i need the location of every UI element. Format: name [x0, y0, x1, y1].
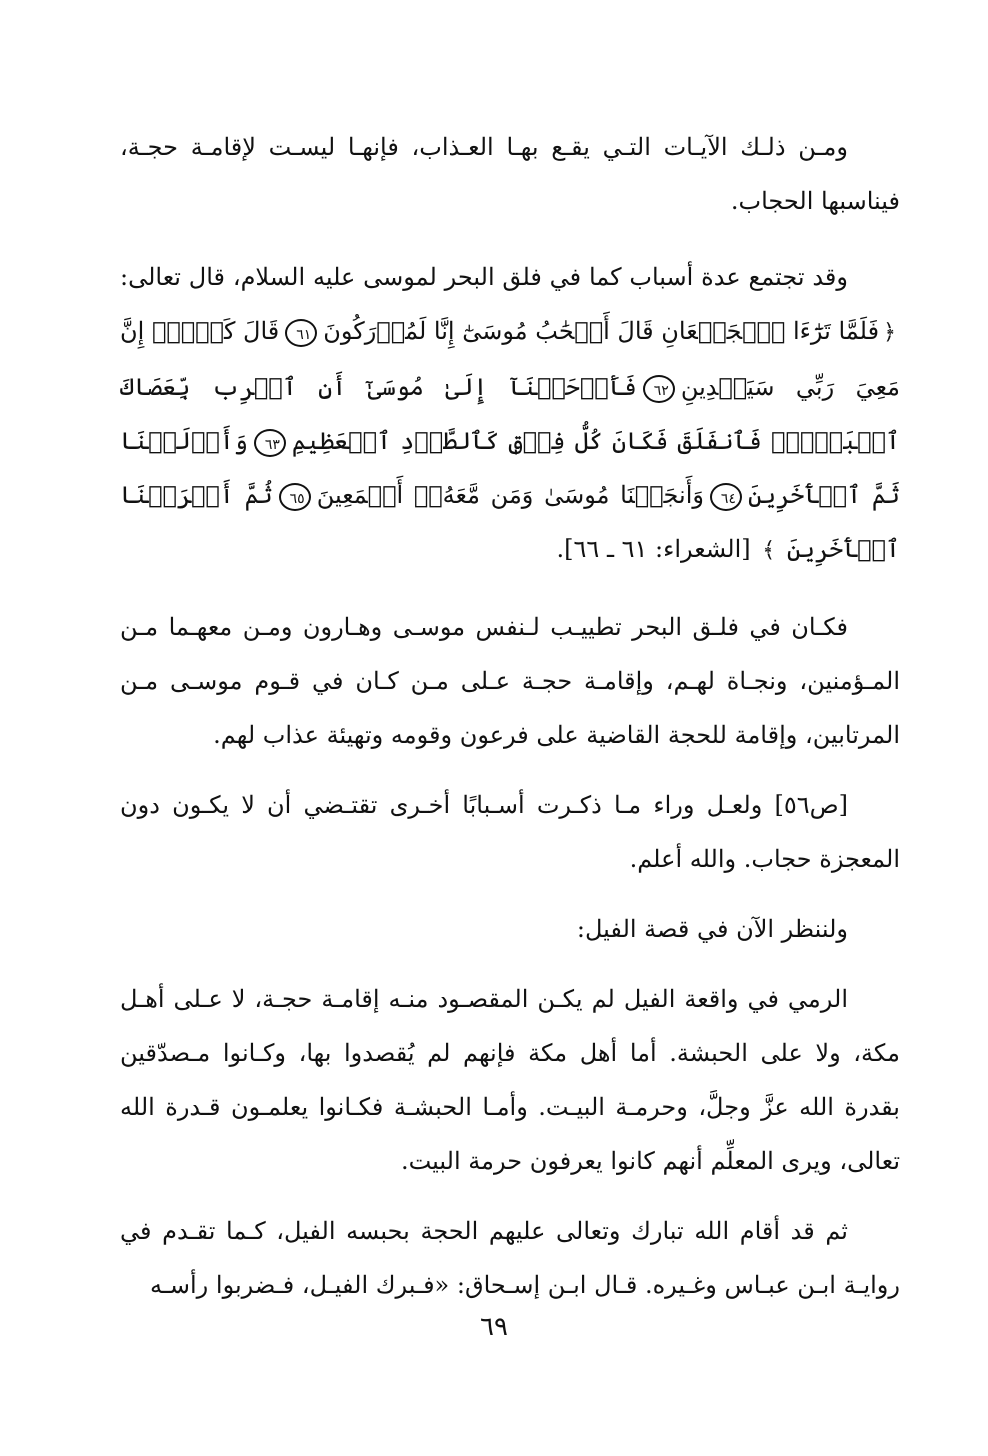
- paragraph-6: الرمي في واقعة الفيل لم يكـن المقصـود منـه إقامـة حجـة، لا عـلى أهـل مكة، ولا على الحبشة. أما أهل مكة فإنهم لم يُقصدوا بها، وكـانوا مـصدّقين بقدرة الله عزَّ وجلَّ، وحرمـة البيـت. وأمـا الحبشـة فكـانوا يعلمـون قـدرة الله تعالى، ويرى المعلِّم أنهم كانوا يعرفون حرمة البيت.: [120, 985, 900, 1175]
- page-body: [120, 120, 900, 1312]
- ayah-number-63: ٦٣: [254, 429, 286, 457]
- verse-63: فَأَوۡحَيۡنَآ إِلَىٰ مُوسَىٰٓ أَنِ ٱضۡرِب بِّعَصَاكَ ٱلۡبَحۡرَۖ فَٱنفَلَقَ فَكَانَ كُلُّ فِرۡقٖ كَٱلطَّوۡدِ ٱلۡعَظِيمِ: [120, 373, 900, 455]
- verse-64: وَأَزۡلَفۡنَا ثَمَّ ٱلۡأٓخَرِينَ: [120, 427, 900, 509]
- paragraph-5: ولننظر الآن في قصة الفيل:: [576, 915, 848, 943]
- paragraph-4: [ص٥٦] ولعـل وراء مـا ذكـرت أسـبابًا أخـرى تقتـضي أن لا يكـون دون المعجزة حجاب. والله أعلم.: [120, 791, 900, 873]
- verse-62: قَالَ كَلَّآۖ إِنَّ مَعِيَ رَبِّي سَيَهۡدِينِ: [120, 317, 901, 401]
- paragraph-3: فكـان في فلـق البحر تطييـب لـنفس موسـى وهـارون ومـن معهـما مـن المـؤمنين، ونجـاة لهـم، وإقامـة حجـة عـلى مـن كـان في قـوم موسـى مـن المرتابين، وإقامة للحجة القاضية على فرعون وقومه وتهيئة عذاب لهم.: [120, 613, 901, 749]
- paragraph-7: ثم قد أقام الله تبارك وتعالى عليهم الحجة بحبسه الفيل، كـما تقـدم في روايـة ابـن عبـاس وغـيره. قـال ابـن إسـحاق: «فـبرك الفيـل، فـضربوا رأسـه: [120, 1217, 900, 1299]
- paragraph-2: [120, 250, 900, 578]
- paragraph-2-intro: وقد تجتمع عدة أسباب كما في فلق البحر لموسى عليه السلام، قال تعالى:: [120, 263, 848, 291]
- ayah-number-64: ٦٤: [710, 483, 742, 511]
- verse-65: وَأَنجَيۡنَا مُوسَىٰ وَمَن مَّعَهُۥٓ أَجۡمَعِينَ: [316, 481, 704, 509]
- ayah-number-62: ٦٢: [643, 375, 675, 403]
- ayah-number-65: ٦٥: [279, 483, 311, 511]
- quran-open-ornament: ﴿: [883, 320, 896, 345]
- quran-close-ornament: ﴾: [762, 538, 776, 563]
- verse-61: فَلَمَّا تَرَٰٓءَا ٱلۡجَمۡعَانِ قَالَ أَصۡحَٰبُ مُوسَىٰٓ إِنَّا لَمُدۡرَكُونَ: [323, 317, 880, 345]
- quran-citation: [الشعراء: ٦١ ـ ٦٦].: [556, 535, 751, 563]
- paragraph-1: ومـن ذلـك الآيـات التـي يقـع بهـا العـذاب، فإنهـا ليسـت لإقامـة حجـة، فيناسبها الحجاب.: [120, 133, 900, 215]
- verse-66: ثُمَّ أَغۡرَقۡنَا ٱلۡأٓخَرِينَ: [120, 481, 900, 563]
- ayah-number-61: ٦١: [285, 319, 317, 347]
- page-number: ٦٩: [480, 1312, 508, 1342]
